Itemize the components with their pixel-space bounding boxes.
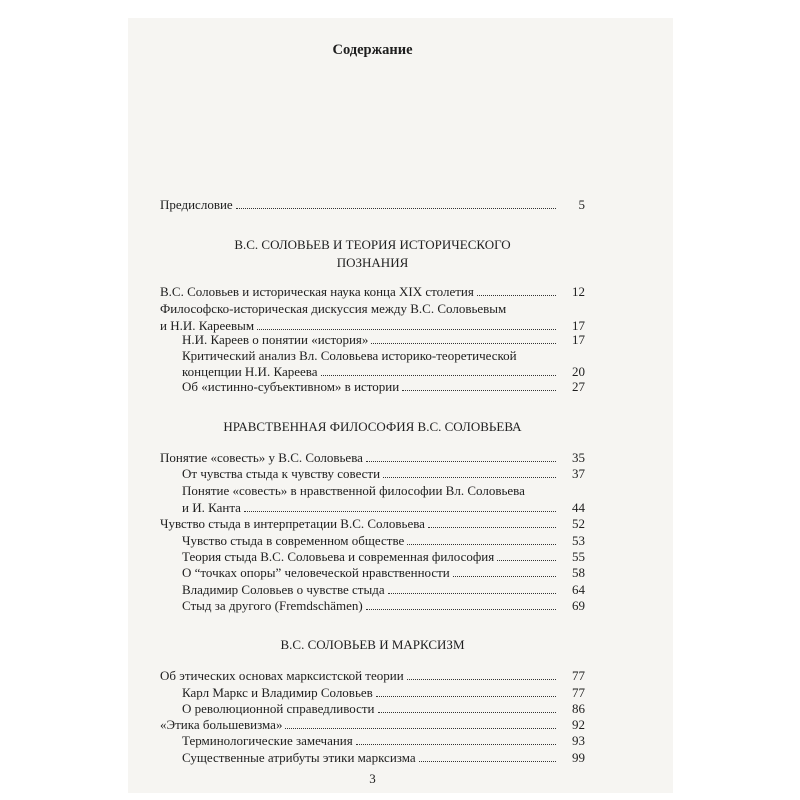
toc-entry-line: Философско-историческая дискуссия между В.С. Соловьевым xyxy=(160,301,507,316)
page-number: 3 xyxy=(369,771,376,786)
toc-entry: и Н.И. Кареевым 17 xyxy=(160,318,585,333)
section-heading: В.С. СОЛОВЬЕВ И ТЕОРИЯ ИСТОРИЧЕСКОГО ПОЗНАНИЯ xyxy=(234,237,511,270)
toc-subentry: Существенные атрибуты этики марксизма 99 xyxy=(182,750,585,765)
toc-subentry: О революционной справедливости 86 xyxy=(182,701,585,716)
toc-entry: Об этических основах марксистской теории 77 xyxy=(160,668,585,683)
toc-subentry: От чувства стыда к чувству совести 37 xyxy=(182,466,585,481)
toc-entry: В.С. Соловьев и историческая наука конца XIX столетия 12 xyxy=(160,284,585,299)
toc-subentry: Чувство стыда в современном обществе 53 xyxy=(182,533,585,548)
page-title: Содержание xyxy=(332,42,413,58)
section-heading: НРАВСТВЕННАЯ ФИЛОСОФИЯ В.С. СОЛОВЬЕВА xyxy=(223,419,522,434)
toc-entry: Чувство стыда в интерпретации В.С. Соловьева 52 xyxy=(160,516,585,531)
toc-entry: «Этика большевизма» 92 xyxy=(160,717,585,732)
toc-subentry: Владимир Соловьев о чувстве стыда 64 xyxy=(182,582,585,597)
toc-subentry: Теория стыда В.С. Соловьева и современная философия 55 xyxy=(182,549,585,564)
toc-subentry: и И. Канта 44 xyxy=(182,500,585,515)
toc-entry-line: Понятие «совесть» в нравственной философии Вл. Соловьева xyxy=(182,483,525,498)
toc-subentry: Стыд за другого (Fremdschämen) 69 xyxy=(182,598,585,613)
toc-subentry: Терминологические замечания 93 xyxy=(182,733,585,748)
toc-subentry: концепции Н.И. Кареева 20 xyxy=(182,364,585,379)
toc-entry-preface: Предисловие 5 xyxy=(160,197,585,212)
toc-subentry: Н.И. Кареев о понятии «история» 17 xyxy=(182,332,585,347)
toc-subentry: Об «истинно-субъективном» в истории 27 xyxy=(182,379,585,394)
toc-subentry: О “точках опоры” человеческой нравственности 58 xyxy=(182,565,585,580)
toc-subentry: Карл Маркс и Владимир Соловьев 77 xyxy=(182,685,585,700)
toc-entry-line: Критический анализ Вл. Соловьева историко-теоретической xyxy=(182,348,517,363)
section-heading: В.С. СОЛОВЬЕВ И МАРКСИЗМ xyxy=(280,637,465,652)
toc-entry: Понятие «совесть» у В.С. Соловьева 35 xyxy=(160,450,585,465)
